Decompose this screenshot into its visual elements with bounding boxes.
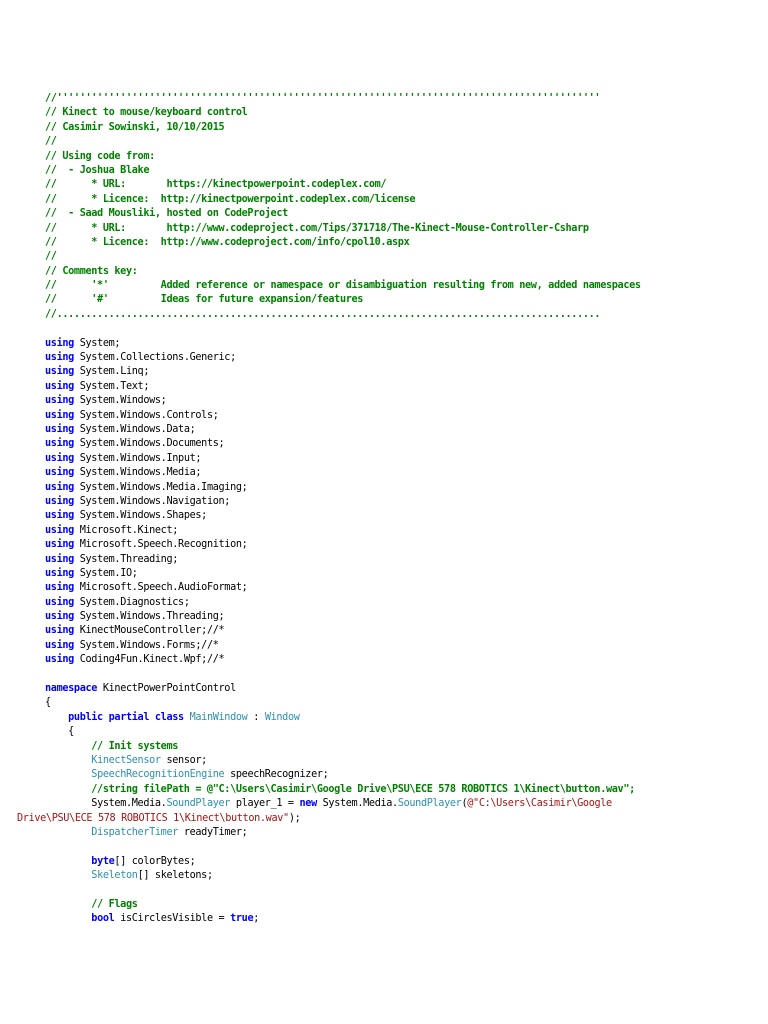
comment-line: // * Licence: http://kinectpowerpoint.codeplex.com/license	[45, 193, 416, 205]
class-modifiers: public partial class	[68, 711, 184, 723]
using-keyword: using	[45, 423, 74, 435]
using-target: System.Text;	[79, 380, 150, 392]
using-keyword: using	[45, 625, 74, 637]
new-keyword: new	[299, 798, 317, 810]
string-literal: @"C:\Users\Casimir\Google	[467, 798, 612, 810]
using-keyword: using	[45, 539, 74, 551]
player-field	[45, 797, 735, 811]
comment-line: // - Saad Mousliki, hosted on CodeProject	[45, 208, 288, 220]
class-open-brace: {	[45, 726, 74, 738]
using-target: System.Windows.Documents;	[79, 438, 225, 450]
using-line	[45, 524, 735, 538]
using-target: System.Windows.Navigation;	[79, 495, 231, 507]
comment-line: // Casimir Sowinski, 10/10/2015	[45, 121, 225, 133]
paren-close: );	[288, 812, 301, 824]
using-keyword: using	[45, 438, 74, 450]
using-target: Microsoft.Speech.AudioFormat;	[79, 582, 248, 594]
using-target: System.Windows.Input;	[79, 452, 202, 464]
base-class: Window	[264, 711, 300, 723]
using-line	[45, 437, 735, 451]
using-keyword: using	[45, 409, 74, 421]
using-target: System.Windows;	[79, 395, 167, 407]
player-field-continuation	[17, 812, 735, 826]
blank-line	[45, 883, 735, 897]
blank-line	[45, 840, 735, 854]
using-target: System;	[79, 337, 121, 349]
using-target: System.IO;	[79, 567, 138, 579]
using-keyword: using	[45, 452, 74, 464]
comment-line: // * Licence: http://www.codeproject.com/info/cpol10.aspx	[45, 236, 410, 248]
type-name: DispatcherTimer	[91, 826, 179, 838]
comment-line: //..............................................................................................	[45, 308, 601, 320]
open-brace: {	[45, 697, 51, 709]
bool-field	[45, 912, 735, 926]
indent	[45, 798, 91, 809]
bool-keyword: bool	[91, 913, 115, 925]
using-line	[45, 567, 735, 581]
using-keyword: using	[45, 380, 74, 392]
timer-field	[45, 826, 735, 840]
using-keyword: using	[45, 654, 74, 666]
type-name: SoundPlayer	[397, 798, 462, 810]
using-keyword: using	[45, 395, 74, 407]
indent	[45, 913, 91, 924]
comment-line: // '#' Ideas for future expansion/features	[45, 294, 364, 306]
comment-line: //	[45, 251, 57, 263]
indent	[45, 870, 91, 881]
using-keyword: using	[45, 611, 74, 623]
using-line	[45, 365, 735, 379]
bytes-field	[45, 855, 735, 869]
blank-line	[45, 668, 735, 682]
using-line	[45, 509, 735, 523]
field-rest: [] colorBytes;	[114, 855, 196, 867]
using-line	[45, 380, 735, 394]
using-keyword: using	[45, 352, 74, 364]
using-target: System.Windows.Data;	[79, 423, 196, 435]
using-target: System.Windows.Shapes;	[79, 510, 207, 522]
using-target: System.Windows.Media;	[79, 467, 202, 479]
using-keyword: using	[45, 481, 74, 493]
comment-line: // * URL: https://kinectpowerpoint.codeplex.com/	[45, 179, 387, 191]
indent	[45, 712, 68, 723]
field-rest: player_1 =	[230, 798, 300, 810]
comment-line: // Using code from:	[45, 150, 155, 162]
field-rest: [] skeletons;	[137, 870, 213, 882]
using-line	[45, 553, 735, 567]
using-keyword: using	[45, 366, 74, 378]
using-target: KinectMouseController;//*	[79, 625, 225, 637]
field-rest: readyTimer;	[178, 826, 248, 838]
class-name: MainWindow	[189, 711, 248, 723]
using-line	[45, 610, 735, 624]
namespace-keyword: namespace	[45, 683, 98, 695]
using-target: System.Collections.Generic;	[79, 352, 236, 364]
using-target: System.Linq;	[79, 366, 150, 378]
namespace-prefix: System.Media.	[91, 798, 167, 810]
using-line	[45, 495, 735, 509]
using-line	[45, 538, 735, 552]
comment-line: // Comments key:	[45, 265, 138, 277]
indent	[45, 755, 91, 766]
filepath-comment: //string filePath = @"C:\Users\Casimir\Google Drive\PSU\ECE 578 ROBOTICS 1\Kinect\button.wav";	[45, 783, 635, 795]
using-line	[45, 624, 735, 638]
using-keyword: using	[45, 495, 74, 507]
comment-line: // Kinect to mouse/keyboard control	[45, 107, 248, 119]
using-line	[45, 581, 735, 595]
using-keyword: using	[45, 639, 74, 651]
using-target: System.Windows.Forms;//*	[79, 639, 219, 651]
skeletons-field	[45, 869, 735, 883]
using-line	[45, 337, 735, 351]
speech-field	[45, 768, 735, 782]
code-listing	[17, 92, 735, 927]
using-line	[45, 394, 735, 408]
using-target: Microsoft.Kinect;	[79, 524, 179, 536]
using-keyword: using	[45, 524, 74, 536]
sensor-field	[45, 754, 735, 768]
indent	[45, 769, 91, 780]
comment-init-systems: // Init systems	[45, 740, 179, 752]
blank-line	[45, 322, 735, 336]
namespace-prefix: System.Media.	[316, 798, 398, 810]
using-keyword: using	[45, 337, 74, 349]
using-keyword: using	[45, 596, 74, 608]
comment-line: // '*' Added reference or namespace or disambiguation resulting from new, added namespaces	[45, 280, 641, 292]
comment-flags: // Flags	[45, 898, 138, 910]
using-keyword: using	[45, 467, 74, 479]
comment-line: // * URL: http://www.codeproject.com/Tips/371718/The-Kinect-Mouse-Controller-Csharp	[45, 222, 589, 234]
using-line	[45, 466, 735, 480]
field-rest: speechRecognizer;	[224, 769, 329, 781]
string-literal: Drive\PSU\ECE 578 ROBOTICS 1\Kinect\button.wav"	[17, 812, 289, 824]
using-target: System.Windows.Media.Imaging;	[79, 481, 248, 493]
using-line	[45, 409, 735, 423]
using-line	[45, 653, 735, 667]
using-target: Microsoft.Speech.Recognition;	[79, 539, 248, 551]
using-target: Coding4Fun.Kinect.Wpf;//*	[79, 654, 225, 666]
class-declaration	[45, 711, 735, 725]
colon: :	[247, 711, 265, 723]
type-name: SoundPlayer	[166, 798, 231, 810]
type-name: SpeechRecognitionEngine	[91, 769, 225, 781]
using-target: System.Windows.Threading;	[79, 611, 225, 623]
using-line	[45, 596, 735, 610]
using-keyword: using	[45, 553, 74, 565]
using-target: System.Windows.Controls;	[79, 409, 219, 421]
using-keyword: using	[45, 510, 74, 522]
type-name: KinectSensor	[91, 754, 161, 766]
field-rest: isCirclesVisible =	[114, 913, 231, 925]
byte-keyword: byte	[91, 855, 115, 867]
using-line	[45, 351, 735, 365]
type-name: Skeleton	[91, 870, 138, 882]
using-target: System.Threading;	[79, 553, 179, 565]
comment-line: //''''''''''''''''''''''''''''''''''''''''''''''''''''''''''''''''''''''''''''''''''''''''''''''	[45, 93, 601, 104]
using-keyword: using	[45, 582, 74, 594]
using-line	[45, 452, 735, 466]
namespace-line	[45, 682, 735, 696]
using-line	[45, 423, 735, 437]
using-target: System.Diagnostics;	[79, 596, 190, 608]
comment-line: //	[45, 136, 57, 148]
comment-line: // - Joshua Blake	[45, 164, 150, 176]
indent	[45, 827, 91, 838]
indent	[45, 856, 91, 867]
using-keyword: using	[45, 567, 74, 579]
true-keyword: true	[230, 913, 254, 925]
using-line	[45, 639, 735, 653]
semicolon: ;	[253, 913, 260, 925]
using-line	[45, 481, 735, 495]
paren: (	[461, 798, 468, 810]
namespace-name: KinectPowerPointControl	[97, 683, 236, 695]
field-rest: sensor;	[160, 754, 207, 766]
